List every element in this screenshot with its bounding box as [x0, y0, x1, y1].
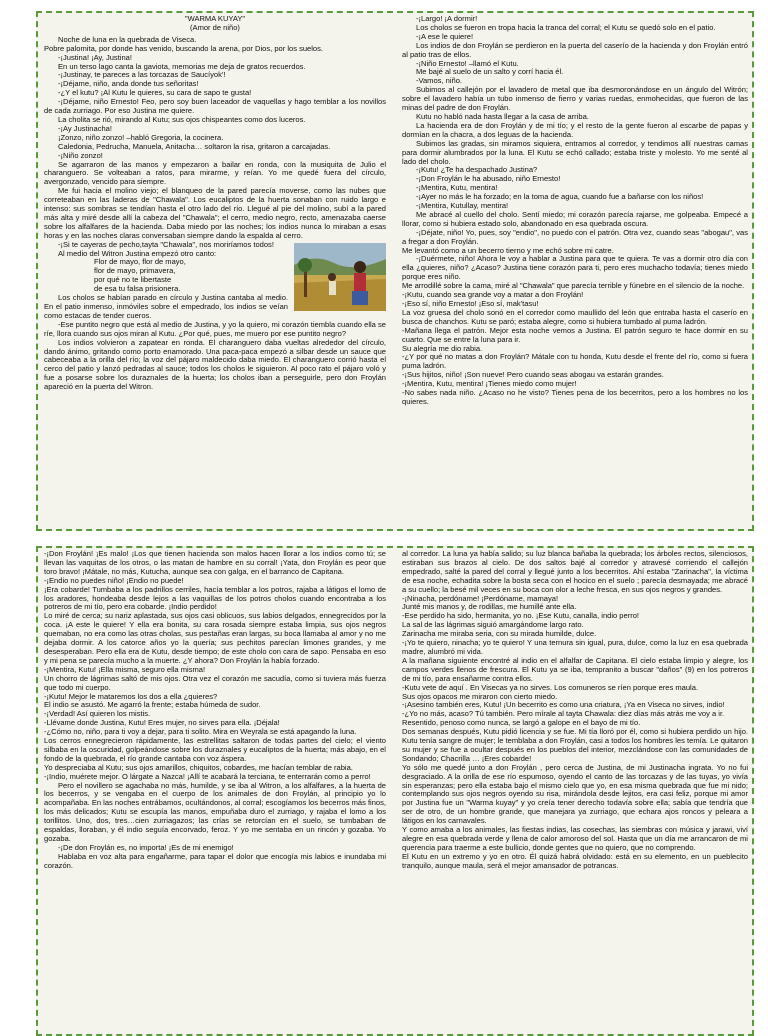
paragraph: Subimos al callejón por el lavadero de metal que iba desmoronándose en un ángulo del Witrón; sobre el lavadero había un tubo inmenso de fierro y varias ruedas, enmohecidas, que fueron de las minas del padre de don Froylán.: [402, 85, 748, 113]
paragraph: -Ese perdido ha sido, hermanita, yo no. ¡Ese Kutu, canalla, indio perro!: [402, 611, 640, 621]
paragraph: -¡Kutu! Mejor le mataremos los dos a ella ¿quieres?: [44, 691, 218, 701]
paragraph: -¡Justinay, te pareces a las torcazas de Saucíyok'!: [58, 70, 226, 80]
paragraph: Junté mis manos y, de rodillas, me humillé ante ella.: [402, 602, 577, 612]
paragraph: Me abracé al cuello del cholo. Sentí miedo; mi corazón parecía rajarse, me golpeaba. Empecé a llorar, como si hubiera estado solo, abandonado en esa quebrada oscura.: [402, 209, 748, 228]
paragraph: -¡Déjame, niño, anda donde tus señoritas!: [58, 79, 199, 89]
paragraph: Lo miré de cerca; su nariz aplastada, sus ojos casi oblicuos, sus labios delgados, ennegrecidos por la coca. ¡A este le quiere! Y ella era bonita, su cara rosada siempre estaba limpia, sus ojos negros quemaban, no era como las otras cholas, sus pestañas eran largas, su boca llamaba al amor y no me dejaba dormir. A los catorce años yo la quería; sus pechitos parecían limones grandes, y me desesperaban. Pero ella era de Kutu, desde tiempo; de este cholo con cara de sapo. Pensaba en eso y mi pena se parecía mucho a la muerte. ¿Y ahora? Don Froylán la había forzado.: [44, 611, 386, 665]
paragraph: -¿Yo no más, acaso? Tú también. Pero mírale al tayta Chawala: diez días más atrás me voy a ir.: [402, 709, 725, 719]
paragraph: Se agarraron de las manos y empezaron a bailar en ronda, con la musiquita de Julio el charanguero. Se volteaban a ratos, para mirarme, y reían. Yo me quedé fuera del círculo, avergonzado, vencido para siempre.: [44, 159, 386, 187]
paragraph: Yo sólo me quedé junto a don Froylán , pero cerca de Justina, de mi Justinacha ingrata. Yo no fui desgraciado. A la orilla de ese río espumoso, oyendo el canto de las torcazas y de las tuyas, yo vivía sin esperanzas; pero ella estaba bajo el mismo cielo que yo, en esa misma quebrada que fue mi nido; contemplando sus ojos negros oyendo su risa, mirándola desde lejitos, era casi feliz, porque mi amor por Justina fue un "Warma kuyay" y yo creía tener derecho todavía sobre ella; sabía que tendría que ser de otro, de un hombre grande, que manejara ya zurriago, que echara ajos roncos y peleara a látigos en los carnavales.: [402, 762, 748, 826]
paragraph: Dos semanas después, Kutu pidió licencia y se fue. Mi tía lloró por él, como si hubiera perdido un hijo. Kutu tenía sangre de mujer; le temblaba a don Froylán, casi a todos los hombres les temía. Le quitaron su mujer y se fue a ocultar después en los pueblos del interior, mezclándose con las comunidades de Sondando; Chacrilla … ¡Eres cobarde!: [402, 727, 748, 763]
paragraph: La sal de las lágrimas siguió amargándome largo rato.: [402, 620, 584, 630]
paragraph: -¡Mentira, Kutullay, mentira!: [416, 201, 509, 211]
paragraph: Subimos las gradas, sin miramos siquiera, entramos al corredor, y tendimos allí nuestras camas para dormir alumbrados por la luna. El Kutu se echó callado; estaba triste y molesto. Yo me senté al lado del cholo.: [402, 138, 748, 166]
paragraph: -¡A ese le quiere!: [416, 31, 474, 41]
paragraph: Pobre palomita, por donde has venido, buscando la arena, por Dios, por los suelos.: [44, 43, 323, 53]
paragraph: -¡Kutu! ¿Te ha despachado Justina?: [416, 165, 538, 175]
paragraph: Los cholos se fueron en tropa hacia la tranca del corral; el Kutu se quedó solo en el patio.: [416, 22, 716, 32]
paragraph: -¡Yo te quiero, ninacha; yo te quiero! Y una ternura sin igual, pura, dulce, como la luz en esa quebrada madre, alumbró mi vida.: [402, 638, 748, 656]
paragraph: -¡Déjame, niño Ernesto! Feo, pero soy buen laceador de vaquellas y hago temblar a los novillos de cada zurriago. Por eso Justina me quiere.: [44, 97, 386, 116]
paragraph: -¡Duérmete, niño! Ahora le voy a hablar a Justina para que te quiera. Te vas a dormir otro día con ella ¿quieres, niño? ¿Acaso? Justina tiene corazón para ti, pero eres muchacho todavía; tienes miedo porque eres niño.: [402, 254, 748, 282]
paragraph: Kutu no habló nada hasta llegar a la casa de arriba.: [416, 111, 589, 121]
paragraph: -¡Asesino también eres, Kutu! ¡Un becerrito es como una criatura, ¡Ya en Viseca no sirves, indio!: [402, 700, 725, 710]
paragraph: Los cerros ennegrecieron rápidamente, las estrellitas saltaron de todas partes del cielo; el viento silbaba en la oscuridad, golpeándose sobre los duraznales y eucaliptos de la huerta; más abajo, en el fondo de la quebrada, el río grande cantaba con voz áspera.: [44, 736, 386, 763]
paragraph: Los indios volvieron a zapatear en ronda. El charanguero daba vueltas alrededor del círculo, dando ánimo, gritando como porto enamorado. Una paca-paca empezó a silbar desde un sauce que cabeceaba a la orilla del río; la voz del pájaro maldecido daba miedo. El charanguero corrió hasta el cerco del patio y lanzó pedradas al sauce; todos los cholos le siguieron. Al poco rato el pájaro voló y fue a posarse sobre los duraznales de la huerta; los cholos iban a perseguirle, pero don Froylán apareció en la puerta del Witron.: [44, 337, 386, 392]
paragraph: -¡Justina! ¡Ay, Justina!: [58, 52, 132, 62]
paragraph: -¡Déjate, niño! Yo, pues, soy "endio", no puedo con el patrón. Otra vez, cuando seas "abogau", vas a fregar a don Froylán.: [402, 227, 748, 246]
poem-line: flor de mayo, primavera,: [94, 266, 176, 276]
paragraph: -¡Mentira, Kutu! ¡Ella misma, seguro ella misma!: [44, 664, 206, 674]
paragraph: -Vamos, niño.: [416, 76, 462, 86]
paragraph: -¡Kutu, cuando sea grande voy a matar a don Froylán!: [402, 290, 584, 300]
paragraph: Zarinacha me miraba seria, con su mirada humilde, dulce.: [402, 629, 597, 639]
paragraph: -¿Cómo no, niño, para ti voy a dejar, para ti solito. Mira en Weyrala se está apagando la luna.: [44, 727, 357, 737]
paragraph: Hablaba en voz alta para engañarme, para tapar el dolor que encogía mis labios e inundaba mi corazón.: [44, 851, 386, 870]
bottom-left-column: [44, 550, 386, 1032]
paragraph: -¡Ninacha, perdóname! ¡Perdóname, mamaya!: [402, 593, 559, 603]
paragraph: La cholita se rió, mirando al Kutu; sus ojos chispeantes como dos luceros.: [58, 114, 306, 124]
paragraph: -Kutu vete de aquí . En Visecas ya no sirves. Los comuneros se ríen porque eres maula.: [402, 682, 699, 692]
paragraph: Caledonia, Pedrucha, Manuela, Anitacha… soltaron la risa, gritaron a carcajadas.: [58, 141, 331, 151]
paragraph: Me arrodillé sobre la cama, miré al "Chawala" que parecía terrible y fúnebre en el silencio de la noche.: [402, 281, 745, 291]
paragraph: Un chorro de lágrimas saltó de mis ojos. Otra vez el corazón me sacudía, como si tuviera más fuerza que todo mi cuerpo.: [44, 673, 386, 692]
paragraph: -No sabes nada niño. ¿Acaso no he visto? Tienes pena de los becerritos, pero a los hombres no los quieres.: [402, 388, 748, 406]
paragraph: -¡Mentira, Kutu, mentira!: [416, 183, 498, 193]
paragraph: Sus ojos opacos me miraron con cierto miedo.: [402, 691, 558, 701]
paragraph: Los indios de don Froylán se perdieron en la puerta del caserío de la hacienda y don Froylán entró al patio tras de ellos.: [402, 40, 748, 59]
paragraph: ¡Era cobarde! Tumbaba a los padrillos cerriles, hacía temblar a los potros, rajaba a látigos el lomo de los aradores, hondeaba desde lejos a las vaquillas de los potros cholos cuando encontraba a los potreros de mi tío, pero era cobarde. ¡Indio perdido!: [44, 584, 386, 612]
paragraph: al corredor. La luna ya había salido; su luz blanca bañaba la quebrada; los árboles rectos, silenciosos, estiraban sus brazos al cielo. De dos saltos bajé al corredor y atravesé corriendo el callejón empedrado, salté la pared del corral y llegué junto a los becerritos. Ahí estaba "Zarinacha", la víctima de esa noche, echadita sobre la bosta seca con el hocico en el suelo ; parecía desmayada; me abracé a su cuello; la besé mil veces en su boca con olor a leche fresca, en sus ojos negros y grandes.: [402, 550, 748, 594]
poem-line: por qué no te libertaste: [94, 275, 172, 285]
top-page-panel: [36, 11, 754, 531]
paragraph: Yo despreciaba al Kutu; sus ojos amarillos, chiquitos, cobardes, me hacían temblar de rabia.: [44, 762, 353, 772]
bottom-page-panel: [36, 546, 754, 1036]
bottom-right-column: [402, 550, 748, 1032]
paragraph: -¡Eso sí, niño Ernesto! ¡Eso sí, mak'tasu!: [402, 299, 539, 308]
paragraph: -¿Y el kutu? ¡Al Kutu le quieres, su cara de sapo te gusta!: [58, 88, 252, 98]
paragraph: Noche de luna en la quebrada de Viseca.: [58, 34, 197, 44]
paragraph: -¡Verdad! Así quieren los mistis.: [44, 709, 151, 719]
paragraph: El Kutu en un extremo y yo en otro. Él quizá habrá olvidado: está en su elemento, en un pueblecito tranquilo, aunque maula, será el mejor amansador de potrancas.: [402, 851, 748, 870]
paragraph: -¡Niño zonzo!: [58, 150, 103, 160]
paragraph: En un terso lago canta la gaviota, memorias me deja de gratos recuerdos.: [58, 61, 306, 71]
paragraph: -¡Ay Justinacha!: [58, 123, 112, 133]
illustration-girl-in-field-icon: [294, 243, 386, 311]
paragraph: -¡Endio no puedes niño! ¡Endio no puede!: [44, 575, 184, 585]
paragraph: -Llévame donde Justina, Kutu! Eres mujer, no sirves para ella. ¡Déjala!: [44, 718, 280, 728]
paragraph: Y como amaba a los animales, las fiestas indias, las cosechas, las siembras con música y jarawi, viví alegre en esa quebrada verde y llena de calor amoroso del sol. Hasta que un día me arrancaron de mi querencia para traerme a este bullicio, donde gentes que no quiero, que no comprendo.: [402, 825, 748, 852]
top-left-column: [44, 15, 386, 527]
paragraph: -¡Indio, muérete mejor. O lárgate a Nazca! ¡Allí te acabará la terciana, te enterrarán como a perro!: [44, 771, 371, 781]
poem-line: Flor de mayo, flor de mayo,: [94, 257, 186, 267]
paragraph: Me fui hacia el molino viejo; el blanqueo de la pared parecía moverse, como las nubes que correteaban en las laderas de "Chawala". Los eucaliptos de la huerta sonaban con ruido largo e intenso: sus sombras se tendían hasta el otro lado del río. Llegué al pie del molino, subí a la pared más alta y miré desde allí la cabeza del "Chawala"; el cerro, medio negro, recto, amenazaba caerse sobre los alfalfares de la hacienda. Daba miedo por las noches; los indios nunca lo miraban a esas horas y en las noches claras conversaban siempre dando la espalda al cerro.: [44, 186, 386, 240]
paragraph: La hacienda era de don Froylán y de mi tío; y el resto de la gente fueron al escarbe de papas y dormían en la chacra, a dos leguas de la hacienda.: [402, 120, 748, 139]
paragraph: La voz gruesa del cholo sonó en el corredor como maullido del león que entraba hasta el caserío en busca de chanchos. Kutu se paró; estaba alegre, como si hubiera tumbado al puma ladrón.: [402, 307, 748, 326]
story-subtitle: (Amor de niño): [190, 22, 240, 32]
paragraph: -¡Don Froylán! ¡Es malo! ¡Los que tienen hacienda son malos hacen llorar a los indios como tú; se llevan las vaquitas de los otros, o las matan de hambre en su corral! ¡Yata, don Froylán es peor que toro bravo! ¡Mátale, no más, Kutucha, aunque sea con galga, en el barranco de Capitana.: [44, 550, 386, 576]
paragraph: -¡Ayer no más le ha forzado; en la toma de agua, cuando fue a bañarse con los niños!: [416, 192, 704, 202]
paragraph: -Ese puntito negro que está al medio de Justina, y yo la quiero, mi corazón tiembla cuando ella se ríe, llora cuando sus ojos miran al Kutu. ¿Por qué, pues, me muero por ese puntito negro?: [44, 319, 386, 338]
paragraph: -¡Largo! ¡A dormir!: [416, 15, 478, 23]
paragraph: -¡Don Froylán le ha abusado, niño Ernesto!: [416, 174, 561, 184]
paragraph: -¿Y por qué no matas a don Froylán? Mátale con tu honda, Kutu desde el frente del río, como si fuera puma ladrón.: [402, 352, 748, 371]
paragraph: Su alegría me dio rabia.: [402, 343, 483, 353]
paragraph: Me levantó como a un becerro tierno y me echó sobre mi catre.: [402, 245, 614, 255]
paragraph: A la mañana siguiente encontré al indio en el alfalfar de Capitana. El cielo estaba limpio y alegre, los campos verdes llenos de frescura. El Kutu ya se iba, tempranito a buscar "daños" (9) en los potreros de mi tío, para ensañarme contra ellos.: [402, 655, 748, 683]
paragraph: Al medio del Witron Justina empezó otro canto:: [58, 248, 217, 258]
paragraph: Me bajé al suelo de un salto y corrí hacia él.: [416, 67, 564, 77]
illustration-image: [294, 243, 386, 311]
paragraph: El indio se asustó. Me agarró la frente; estaba húmeda de sudor.: [44, 700, 261, 710]
paragraph: Pero el novillero se agachaba no más, humilde, y se iba al Witron, a los alfalfares, a la huerta de los becerros, y se vengaba en el cuerpo de los animales de don Froylán, al principio yo lo acompañaba. En las noches entrábamos, ocultándonos, al corral; escogíamos los becerros más finos, los más delicados; Kutu se escupía las manos, empuñaba duro el zurriago, y rajaba el lomo a los torillitos. Uno, dos, tres…cien zurriagazos; las crías se retorcían en el suelo, se tumbaban de espaldas, lloraban, y él indio seguía encorvado, feroz. Y yo me sentaba en un rincón y gozaba. Yo gozaba.: [44, 780, 386, 843]
paragraph: -¡De don Froylán es, no importa! ¡Es de mi enemigo!: [58, 842, 234, 852]
story-title: "WARMA KUYAY": [184, 15, 246, 23]
paragraph: Los cholos se habían parado en círculo y Justina cantaba al medio. En el patio inmenso, inmóviles sobre el empedrado, los indios se veían como estacas de tender cueros.: [44, 293, 288, 320]
paragraph: -¡Si te cayeras de pecho,tayta "Chawala", nos moriríamos todos!: [58, 239, 274, 249]
poem-line: de esa tu falsa prisionera.: [94, 284, 181, 294]
paragraph: ¡Zonzo, niño zonzo! –habló Gregoria, la cocinera.: [58, 132, 224, 142]
top-right-column: [402, 15, 748, 527]
paragraph: -¡Sus hijitos, niño! ¡Son nueve! Pero cuando seas abogau va estarán grandes.: [402, 370, 664, 380]
paragraph: -Mañana llega el patrón. Mejor esta noche vemos a Justina. El patrón seguro te hace dormir en su cuarto. Que se entre la luna para ir.: [402, 325, 748, 344]
paragraph: Resentido, penoso como nunca, se largó a galope en el bayo de mi tío.: [402, 718, 641, 728]
paragraph: -¡Niño Ernesto! –llamó el Kutu.: [416, 58, 519, 68]
paragraph: -¡Mentira, Kutu, mentira! ¡Tienes miedo como mujer!: [402, 379, 577, 389]
